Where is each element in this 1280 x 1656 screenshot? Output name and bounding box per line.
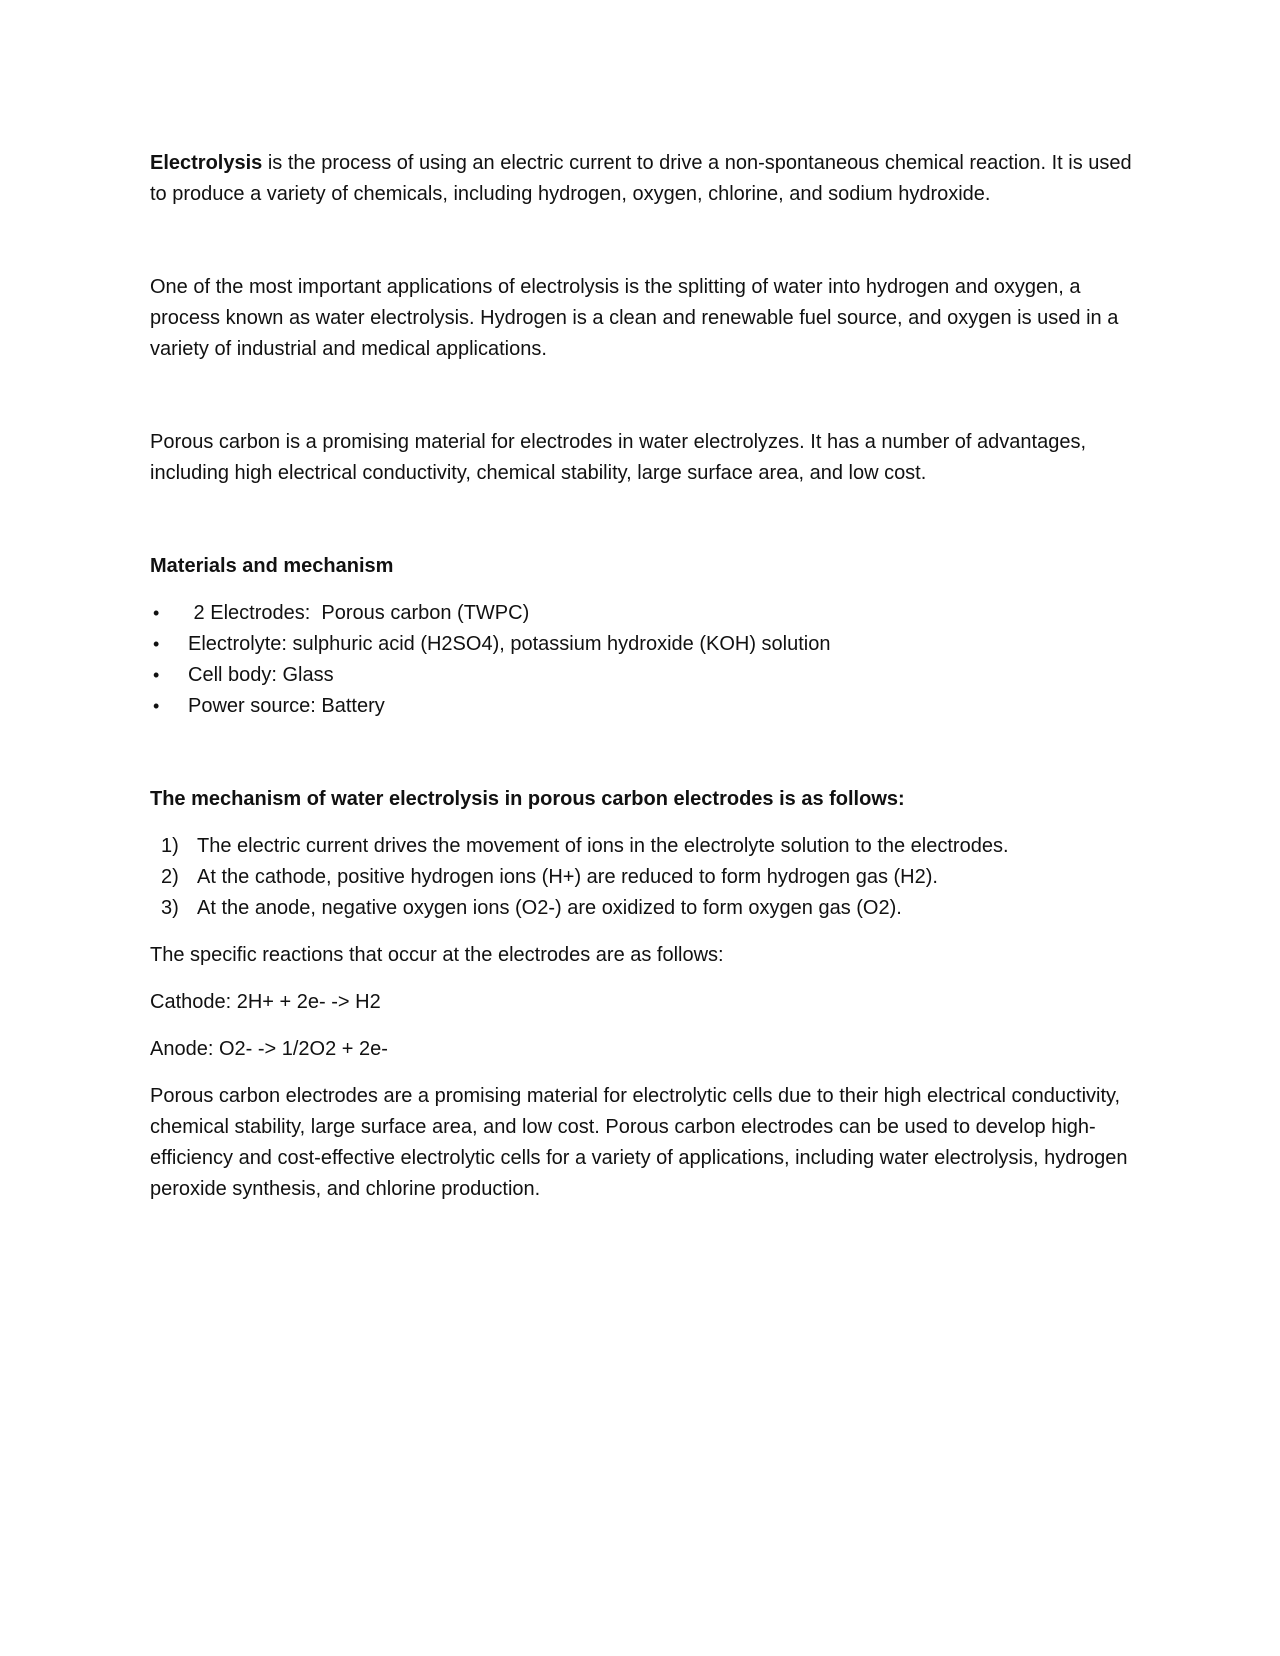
document-page [150, 148, 1140, 1205]
materials-list [150, 598, 1140, 722]
step-text: The electric current drives the movement of ions in the electrolyte solution to the electrodes. [197, 835, 1009, 857]
list-item [150, 660, 1140, 691]
bullet-icon: • [153, 665, 160, 685]
list-item [150, 629, 1140, 660]
list-item [150, 831, 1140, 862]
anode-reaction: Anode: O2- -> 1/2O2 + 2e- [150, 1038, 388, 1060]
conclusion-paragraph: Porous carbon electrodes are a promising material for electrolytic cells due to their high electrical conductivity, chemical stability, large surface area, and low cost. Porous carbon electrodes can be used to develop high-efficiency and cost-effective electrolytic cells for a variety of applications, including water electrolysis, hydrogen peroxide synthesis, and chlorine production. [150, 1085, 1128, 1200]
step-text: At the cathode, positive hydrogen ions (H+) are reduced to form hydrogen gas (H2). [197, 866, 938, 888]
step-number: 3) [161, 897, 179, 919]
step-text: At the anode, negative oxygen ions (O2-) are oxidized to form oxygen gas (O2). [197, 897, 902, 919]
list-item [150, 598, 1140, 629]
list-item-text: Power source: Battery [188, 695, 385, 717]
cathode-reaction: Cathode: 2H+ + 2e- -> H2 [150, 991, 381, 1013]
intro-text: is the process of using an electric current to drive a non-spontaneous chemical reaction. It is used to produce a variety of chemicals, including hydrogen, oxygen, chlorine, and sodium hydroxide. [150, 152, 1132, 205]
step-number: 1) [161, 835, 179, 857]
bullet-icon: • [153, 634, 160, 654]
bullet-icon: • [153, 603, 160, 623]
list-item-text: Cell body: Glass [188, 664, 334, 686]
mechanism-heading: The mechanism of water electrolysis in porous carbon electrodes is as follows: [150, 788, 905, 810]
intro-term: Electrolysis [150, 152, 263, 174]
applications-paragraph: One of the most important applications of electrolysis is the splitting of water into hydrogen and oxygen, a process known as water electrolysis. Hydrogen is a clean and renewable fuel source, and oxygen is used in a variety of industrial and medical applications. [150, 276, 1119, 360]
list-item [150, 893, 1140, 924]
step-number: 2) [161, 866, 179, 888]
intro-paragraph [150, 148, 1140, 210]
reactions-intro: The specific reactions that occur at the electrodes are as follows: [150, 944, 724, 966]
mechanism-steps [150, 831, 1140, 924]
materials-heading: Materials and mechanism [150, 555, 394, 577]
list-item [150, 691, 1140, 722]
list-item-text: 2 Electrodes: Porous carbon (TWPC) [188, 602, 530, 624]
porous-carbon-paragraph: Porous carbon is a promising material for electrodes in water electrolyzes. It has a number of advantages, including high electrical conductivity, chemical stability, large surface area, and low cost. [150, 431, 1087, 484]
list-item [150, 862, 1140, 893]
bullet-icon: • [153, 696, 160, 716]
list-item-text: Electrolyte: sulphuric acid (H2SO4), potassium hydroxide (KOH) solution [188, 633, 831, 655]
